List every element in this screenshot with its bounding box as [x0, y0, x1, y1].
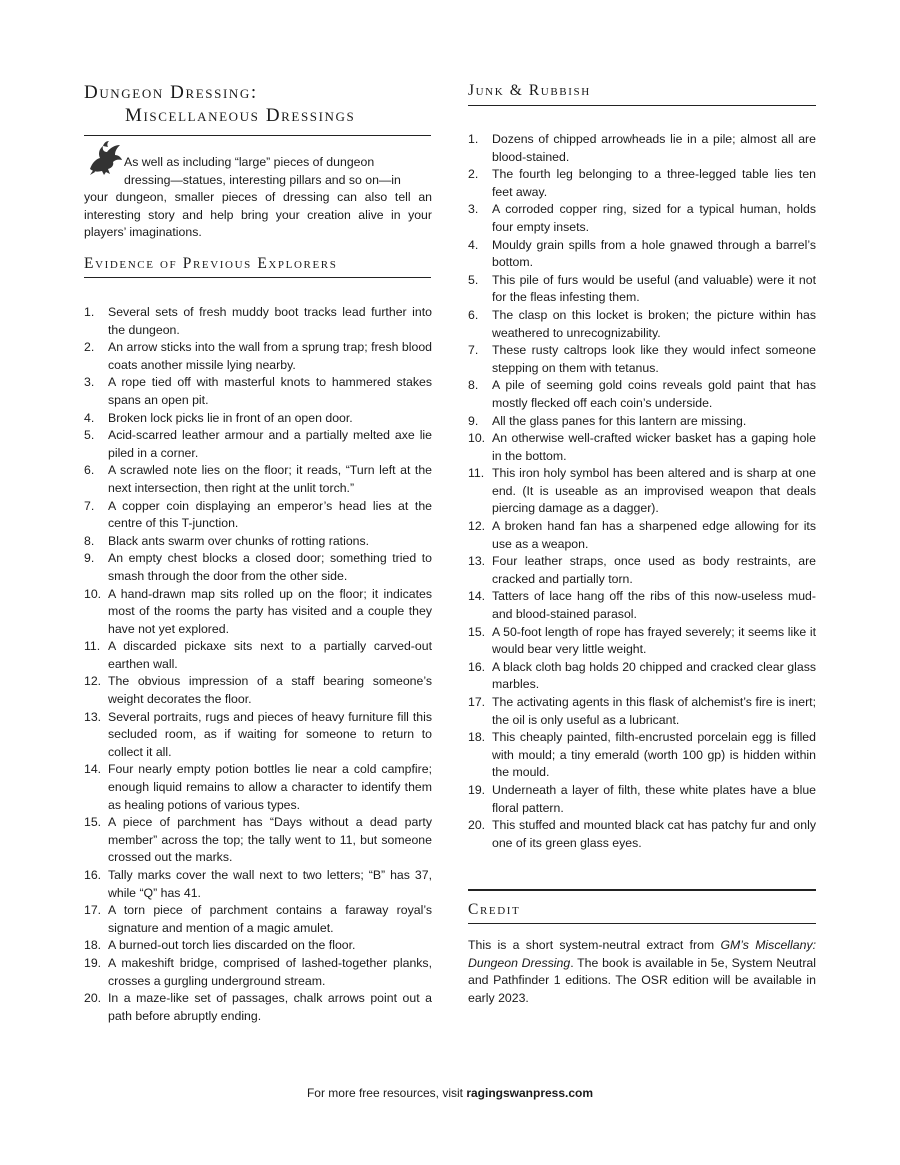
list-item: [84, 304, 432, 339]
list-item-number: 19.: [84, 955, 102, 970]
list-item: [468, 377, 816, 412]
list-item-text: A discarded pickaxe sits next to a partially carved-out earthen wall.: [108, 639, 432, 671]
list-item: [468, 518, 816, 553]
list-item: [468, 782, 816, 817]
list-item-number: 5.: [84, 428, 95, 443]
list-item-number: 11.: [84, 639, 101, 654]
list-item-text: A 50-foot length of rope has frayed severely; it seems like it would bear very little weight.: [492, 624, 816, 657]
list-item: [84, 902, 432, 937]
list-item-text: Tally marks cover the wall next to two letters; “B” has 37, while “Q” has 41.: [108, 868, 432, 900]
list-item-text: A corroded copper ring, sized for a typical human, holds four empty insets.: [492, 202, 816, 234]
list-item-number: 8.: [468, 378, 479, 393]
list-item-text: A pile of seeming gold coins reveals gold paint that has mostly flecked off each coin’s underside.: [492, 378, 816, 410]
list-item-text: Broken lock picks lie in front of an open door.: [108, 410, 353, 425]
list-item-number: 19.: [468, 782, 486, 797]
list-item: [84, 955, 432, 990]
list-item: [468, 307, 816, 342]
footer-prefix: For more free resources, visit: [306, 1086, 467, 1100]
list-item-text: A burned-out torch lies discarded on the floor.: [108, 938, 356, 953]
intro-rest: your dungeon, smaller pieces of dressing can also tell an interesting story and help bring your creation alive in your players’ imaginations.: [84, 190, 432, 240]
list-item: [468, 237, 816, 272]
list-item-number: 2.: [468, 167, 479, 182]
list-item-number: 10.: [468, 431, 486, 446]
evidence-divider: [84, 277, 431, 278]
list-item-number: 18.: [468, 730, 486, 745]
list-item: [84, 550, 432, 585]
list-item-number: 3.: [468, 202, 479, 217]
list-item-number: 11.: [468, 466, 485, 481]
list-item: [468, 413, 816, 431]
list-item-number: 3.: [84, 375, 95, 390]
list-item-text: An otherwise well-crafted wicker basket has a gaping hole in the bottom.: [492, 431, 816, 463]
list-item: [84, 673, 432, 708]
list-item: [84, 533, 432, 551]
list-item-text: A piece of parchment has “Days without a dead party member” across the top; the tally went to 11, but someone crossed out the marks.: [108, 815, 432, 865]
list-item: [84, 761, 432, 814]
list-item-number: 12.: [84, 674, 102, 689]
list-item-number: 20.: [84, 991, 102, 1006]
list-item-number: 15.: [84, 815, 102, 830]
footer-site-link[interactable]: ragingswanpress.com: [466, 1086, 594, 1100]
list-item-number: 7.: [84, 498, 95, 513]
page-title-line2: Miscellaneous Dressings: [125, 105, 356, 126]
list-item: [84, 462, 432, 497]
junk-list: [468, 131, 816, 852]
list-item: [468, 131, 816, 166]
list-item-text: An empty chest blocks a closed door; something tried to smash through the door from the other side.: [108, 551, 432, 583]
list-item-text: Underneath a layer of filth, these white plates have a blue floral pattern.: [492, 782, 816, 815]
credit-top-divider: [468, 889, 816, 891]
list-item: [468, 166, 816, 201]
list-item-number: 16.: [84, 868, 102, 882]
list-item-number: 13.: [84, 709, 102, 724]
list-item: [84, 498, 432, 533]
list-item-text: A torn piece of parchment contains a faraway royal’s signature and mention of a magic amulet.: [108, 903, 432, 935]
list-item-number: 17.: [84, 903, 102, 918]
list-item: [468, 553, 816, 588]
list-item-text: The clasp on this locket is broken; the picture within has weathered to unrecognizability.: [492, 307, 816, 340]
list-item: [84, 638, 432, 673]
list-item-number: 2.: [84, 340, 95, 355]
list-item-text: Dozens of chipped arrowheads lie in a pile; almost all are blood-stained.: [492, 132, 816, 164]
list-item-number: 12.: [468, 519, 486, 534]
list-item: [84, 990, 432, 1025]
list-item-number: 1.: [84, 305, 95, 319]
list-item: [84, 339, 432, 374]
list-item: [84, 867, 432, 902]
section-heading-credit: Credit: [468, 901, 521, 918]
list-item-text: Several portraits, rugs and pieces of heavy furniture fill this secluded room, as if waiting for someone to return to collect it all.: [108, 709, 432, 759]
list-item-text: In a maze-like set of passages, chalk arrows point out a path before abruptly ending.: [108, 991, 432, 1023]
list-item-number: 9.: [468, 413, 479, 428]
list-item-number: 14.: [84, 762, 102, 777]
list-item: [468, 342, 816, 377]
list-item-text: The obvious impression of a staff bearing someone’s weight decorates the floor.: [108, 674, 432, 707]
list-item-text: A scrawled note lies on the floor; it reads, “Turn left at the next intersection, then right at the unlit torch.”: [108, 463, 432, 495]
credit-paragraph: [468, 937, 816, 1007]
list-item-text: A hand-drawn map sits rolled up on the floor; it indicates most of the rooms the party has visited and a couple they have not yet explored.: [108, 586, 432, 636]
title-divider: [84, 135, 431, 136]
list-item-text: A black cloth bag holds 20 chipped and cracked clear glass marbles.: [492, 659, 816, 692]
list-item: [468, 729, 816, 782]
list-item-text: The fourth leg belonging to a three-legged table lies ten feet away.: [492, 167, 816, 199]
list-item: [468, 624, 816, 659]
list-item-text: A broken hand fan has a sharpened edge allowing for its use as a weapon.: [492, 519, 816, 551]
list-item: [468, 201, 816, 236]
list-item-number: 8.: [84, 533, 95, 548]
page-footer: [0, 1086, 900, 1100]
list-item-number: 6.: [84, 463, 95, 478]
list-item-number: 14.: [468, 589, 486, 604]
list-item-number: 4.: [84, 410, 95, 425]
list-item-text: Four nearly empty potion bottles lie near a cold campfire; enough liquid remains to allow a character to identify them as healing potions of various types.: [108, 762, 432, 812]
list-item-number: 5.: [468, 272, 479, 287]
list-item: [468, 817, 816, 852]
list-item-text: This cheaply painted, filth-encrusted porcelain egg is filled with mould; a tiny emerald (worth 100 gp) is hidden within the mould.: [492, 730, 816, 780]
list-item-number: 18.: [84, 938, 102, 953]
list-item-text: This pile of furs would be useful (and valuable) were it not for the fleas infesting them.: [492, 272, 816, 305]
credit-text-before: This is a short system-neutral extract from: [468, 938, 721, 952]
list-item-text: Mouldy grain spills from a hole gnawed through a barrel’s bottom.: [492, 237, 816, 270]
list-item: [84, 937, 432, 955]
list-item-text: Black ants swarm over chunks of rotting rations.: [108, 533, 370, 548]
list-item-number: 9.: [84, 551, 95, 566]
intro-line2: dressing—statues, interesting pillars and so on—in: [124, 172, 401, 187]
list-item: [84, 709, 432, 762]
credit-book-title: GM’s Miscellany: Dungeon Dressing: [468, 938, 817, 970]
list-item-text: This iron holy symbol has been altered and is sharp at one end. (It is useable as an improvised weapon that deals piercing damage as a dagger).: [492, 466, 816, 516]
list-item-text: Several sets of fresh muddy boot tracks lead further into the dungeon.: [108, 305, 432, 337]
list-item-text: This stuffed and mounted black cat has patchy fur and only one of its green glass eyes.: [492, 818, 816, 850]
list-item-text: Four leather straps, once used as body restraints, are cracked and partially torn.: [492, 554, 816, 586]
list-item-text: These rusty caltrops look like they would infect someone stepping on them with tetanus.: [492, 343, 816, 375]
credit-text-after: . The book is available in 5e, System Neutral and Pathfinder 1 editions. The OSR edition will be available in early 2023.: [468, 955, 817, 1005]
list-item-number: 7.: [468, 343, 479, 358]
junk-divider: [468, 105, 816, 106]
list-item-text: A makeshift bridge, comprised of lashed-together planks, crosses a gurgling underground stream.: [108, 955, 432, 988]
section-heading-junk: Junk & Rubbish: [468, 82, 591, 99]
list-item: [468, 272, 816, 307]
list-item: [84, 427, 432, 462]
list-item-text: A rope tied off with masterful knots to hammered stakes spans an open pit.: [108, 375, 432, 407]
intro-line1: As well as including “large” pieces of dungeon: [124, 155, 375, 169]
list-item-number: 16.: [468, 659, 486, 674]
list-item-text: An arrow sticks into the wall from a sprung trap; fresh blood coats another missile lying nearby.: [108, 340, 432, 372]
list-item-number: 10.: [84, 586, 102, 601]
list-item: [468, 430, 816, 465]
list-item: [84, 374, 432, 409]
section-heading-evidence: Evidence of Previous Explorers: [84, 255, 338, 272]
list-item-number: 20.: [468, 818, 486, 833]
list-item-text: Acid-scarred leather armour and a partially melted axe lie piled in a corner.: [108, 428, 432, 460]
list-item: [84, 814, 432, 867]
list-item: [468, 465, 816, 518]
list-item-text: Tatters of lace hang off the ribs of this now-useless mud- and blood-stained parasol.: [492, 589, 816, 622]
list-item-number: 15.: [468, 624, 486, 639]
page-title-line1: Dungeon Dressing:: [84, 82, 258, 103]
list-item-number: 13.: [468, 554, 486, 569]
list-item-number: 17.: [468, 695, 486, 709]
list-item: [468, 588, 816, 623]
list-item-text: A copper coin displaying an emperor’s head lies at the centre of this T-junction.: [108, 498, 432, 531]
intro-paragraph: [84, 138, 432, 242]
credit-divider: [468, 923, 816, 924]
list-item: [84, 410, 432, 428]
list-item-text: All the glass panes for this lantern are missing.: [492, 413, 747, 428]
list-item: [468, 659, 816, 694]
list-item-number: 6.: [468, 307, 479, 322]
list-item: [84, 586, 432, 639]
evidence-list: [84, 304, 432, 1025]
list-item-number: 4.: [468, 237, 479, 252]
list-item-number: 1.: [468, 132, 479, 146]
list-item: [468, 694, 816, 729]
list-item-text: The activating agents in this flask of alchemist’s fire is inert; the oil is only useful as a lubricant.: [492, 695, 816, 727]
